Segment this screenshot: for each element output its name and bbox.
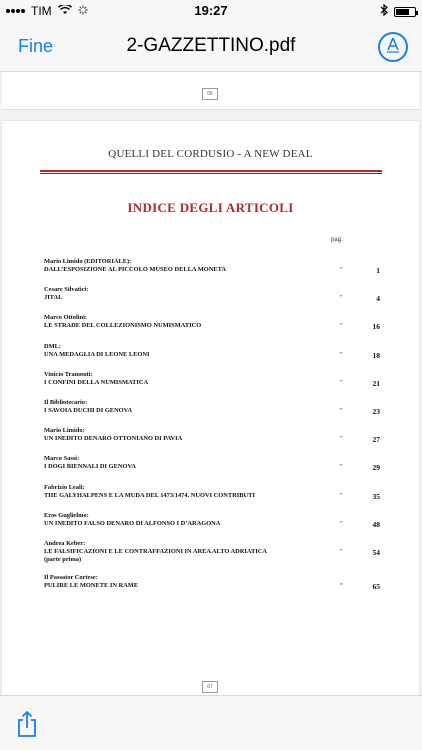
entry-page: 16 xyxy=(372,322,380,332)
pag-label: pag. xyxy=(331,235,343,243)
list-item xyxy=(44,574,384,602)
entry-page: 54 xyxy=(372,547,380,557)
entry-article: I SAVOIA DUCHI DI GENOVA xyxy=(44,406,133,414)
entry-ditto: " xyxy=(340,378,343,386)
list-item xyxy=(44,427,384,455)
entry-author: Cesare Silvatici: xyxy=(44,286,89,294)
status-time: 19:27 xyxy=(194,3,228,18)
entry-author: DML: xyxy=(44,342,62,350)
entry-ditto: " xyxy=(340,547,343,555)
carrier-label: TIM xyxy=(31,4,52,18)
entry-ditto: " xyxy=(340,266,343,273)
entry-author: Mario Limido (EDITORIALE): xyxy=(44,258,132,265)
list-item xyxy=(44,484,384,512)
index-title: INDICE DEGLI ARTICOLI xyxy=(127,200,294,215)
entry-page: 27 xyxy=(372,435,380,445)
list-item xyxy=(44,314,384,342)
entry-author: Vinicio Tramonti: xyxy=(44,370,93,378)
entry-article: JITAL xyxy=(44,294,63,302)
entry-author: Marco Sassi: xyxy=(44,455,80,463)
header-rule-red xyxy=(40,170,382,172)
page-number-top: 66 xyxy=(202,88,218,100)
entry-page: 29 xyxy=(372,463,380,473)
list-item xyxy=(44,512,384,540)
list-item xyxy=(44,371,384,399)
entry-page: 4 xyxy=(376,294,380,304)
entry-ditto: " xyxy=(340,463,343,471)
bottom-toolbar xyxy=(0,695,422,750)
entry-author: Fabrizio Leali: xyxy=(44,483,85,491)
entry-article: I CONFINI DELLA NUMISMATICA xyxy=(44,378,149,386)
previous-page[interactable] xyxy=(2,72,419,110)
markup-pen-icon xyxy=(384,36,402,59)
entry-page: 18 xyxy=(372,350,380,360)
list-item xyxy=(44,540,384,574)
done-button[interactable]: Fine xyxy=(18,36,54,56)
document-header: QUELLI DEL CORDUSIO - A NEW DEAL xyxy=(108,148,313,160)
list-item xyxy=(44,455,384,483)
entry-ditto: " xyxy=(340,350,343,358)
entry-page: 48 xyxy=(372,519,380,529)
share-icon xyxy=(14,725,40,742)
entry-author: Marco Ottolini: xyxy=(44,314,88,322)
entry-page: 1 xyxy=(376,266,380,275)
entry-author: Eros Guglielmo: xyxy=(44,511,89,519)
bluetooth-icon xyxy=(380,4,388,19)
entry-author: Mario Limido: xyxy=(44,427,85,435)
list-item xyxy=(44,343,384,371)
entry-ditto: " xyxy=(340,294,343,302)
entry-article: LE STRADE DEL COLLEZIONISMO NUMISMATICO xyxy=(44,322,202,330)
entry-ditto: " xyxy=(340,491,343,499)
entry-author: Il Passator Cortese: xyxy=(44,573,98,581)
entry-author: Andrea Keber: xyxy=(44,539,86,547)
markup-button[interactable] xyxy=(378,32,408,62)
entry-article: PULIRE LE MONETE IN RAME xyxy=(44,581,139,589)
document-title: 2-GAZZETTINO.pdf xyxy=(126,35,296,56)
list-item xyxy=(44,286,384,314)
entry-page: 23 xyxy=(372,406,380,416)
entry-ditto: " xyxy=(340,322,343,330)
entry-article: UNA MEDAGLIA DI LEONE LEONI xyxy=(44,350,150,358)
entry-article: UN INEDITO FALSO DENARO DI ALFONSO I D’ARAGONA xyxy=(44,519,221,527)
entry-author: Il Bibliotecario: xyxy=(44,398,88,406)
page-number-bottom: 67 xyxy=(202,681,218,693)
entry-article: DALL’ESPOSIZIONE AL PICCOLO MUSEO DELLA MONETA xyxy=(44,266,226,273)
index-entries xyxy=(44,258,384,602)
entry-article-continuation: (parte prima) xyxy=(44,555,82,563)
battery-level-fill xyxy=(396,9,409,15)
entry-page: 65 xyxy=(372,581,380,591)
battery-icon xyxy=(394,7,416,17)
entry-ditto: " xyxy=(340,406,343,414)
list-item xyxy=(44,258,384,286)
share-button[interactable] xyxy=(14,710,40,738)
entry-ditto: “ xyxy=(340,581,343,589)
header-rule-blue xyxy=(40,173,382,174)
entry-ditto: " xyxy=(340,435,343,443)
entry-article: I DOGI BIENNALI DI GENOVA xyxy=(44,463,136,471)
entry-page: 35 xyxy=(372,491,380,501)
pdf-page[interactable] xyxy=(2,121,419,695)
nav-bar xyxy=(0,22,422,72)
list-item xyxy=(44,399,384,427)
status-bar xyxy=(0,0,422,22)
entry-article: UN INEDITO DENARO OTTONIANO DI PAVIA xyxy=(44,435,183,443)
entry-page: 21 xyxy=(372,378,380,388)
entry-article: THE GALYHALPENS E LA MUDA DEL 1473/1474. NUOVI CONTRIBUTI xyxy=(44,491,255,499)
entry-article: LE FALSIFICAZIONI E LE CONTRAFFAZIONI IN AREA ALTO ADRIATICA xyxy=(44,547,268,555)
entry-ditto: " xyxy=(340,519,343,527)
